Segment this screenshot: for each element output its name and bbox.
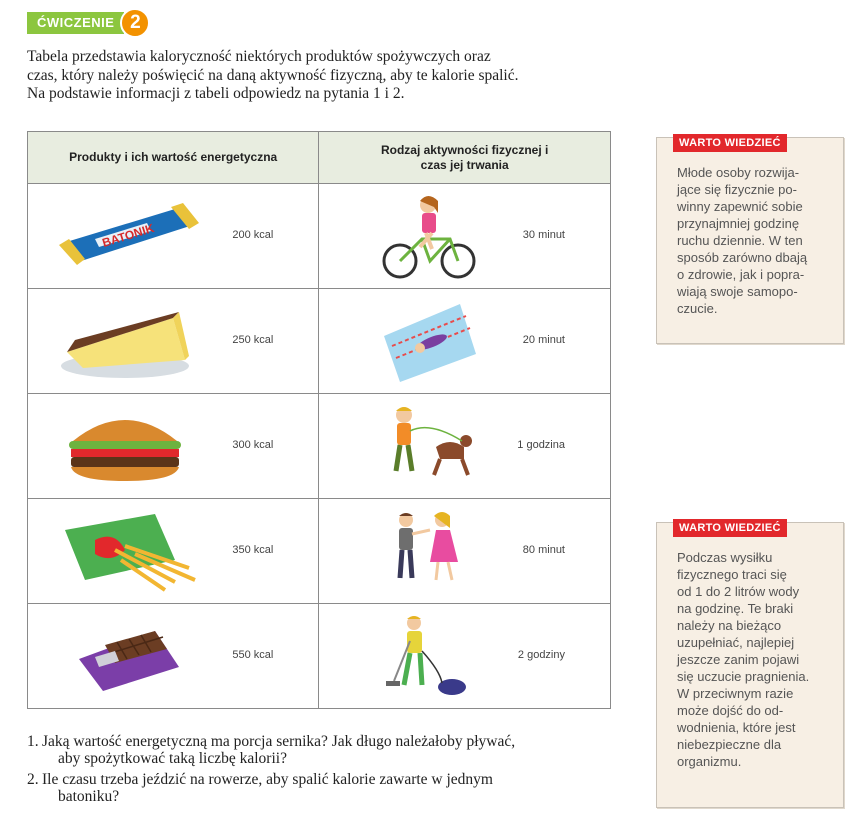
- cheesecake-image: [55, 300, 205, 382]
- info-line: przynajmniej godzinę: [677, 216, 800, 231]
- food-cell: [28, 289, 319, 394]
- question-item: [27, 771, 627, 805]
- info-line: może dojść do od-: [677, 703, 784, 718]
- table-row: [28, 184, 611, 289]
- question-text: [42, 733, 627, 767]
- exercise-number-badge: 2: [120, 8, 150, 38]
- kcal-value: 200 kcal: [232, 229, 274, 241]
- bar-wrapper-text: BATONIK: [100, 220, 156, 251]
- question-item: [27, 733, 627, 767]
- header-activity-text: Rodzaj aktywności fizycznej i czas jej trwania: [380, 142, 549, 172]
- question-number: 1.: [27, 733, 39, 750]
- question-number: 2.: [27, 771, 39, 788]
- info-line: wodnienia, które jest: [677, 720, 796, 735]
- table-row: [28, 604, 611, 709]
- info-line: organizmu.: [677, 754, 742, 769]
- table-row: [28, 394, 611, 499]
- cycling-girl-image: [380, 191, 480, 281]
- swimming-pool-image: [380, 296, 480, 386]
- info-line: W przeciwnym razie: [677, 686, 794, 701]
- activity-cell: [319, 289, 611, 394]
- time-value: 1 godzina: [517, 439, 565, 451]
- info-line: Podczas wysiłku: [677, 550, 773, 565]
- dancing-children-image: [380, 506, 480, 596]
- info-line: uzupełniać, najlepiej: [677, 635, 795, 650]
- info-box-tag: WARTO WIEDZIEĆ: [673, 519, 787, 537]
- info-line: fizycznego traci się: [677, 567, 787, 582]
- kcal-value: 300 kcal: [232, 439, 274, 451]
- time-value: 80 minut: [522, 544, 565, 556]
- chocolate-bar-image: [55, 195, 205, 277]
- intro-line: czas, który należy poświęcić na daną aktywność fizyczną, aby te kalorie spalić.: [27, 66, 519, 84]
- header-activity: [319, 132, 611, 184]
- question-line: Ile czasu trzeba jeździć na rowerze, aby spalić kalorie zawarte w jednym: [42, 771, 493, 788]
- info-line: sposób zarówno dbają: [677, 250, 808, 265]
- time-value: 30 minut: [522, 229, 565, 241]
- info-line: ruchu dziennie. W ten: [677, 233, 803, 248]
- activity-cell: [319, 604, 611, 709]
- chocolate-image: [55, 615, 205, 697]
- info-line: Młode osoby rozwija-: [677, 165, 800, 180]
- info-box-exercise: [656, 137, 844, 344]
- food-cell: [28, 604, 319, 709]
- table-row: [28, 289, 611, 394]
- french-fries-image: [55, 510, 205, 592]
- kcal-value: 250 kcal: [232, 334, 274, 346]
- question-text: [42, 771, 627, 805]
- info-line: o zdrowie, jak i popra-: [677, 267, 805, 282]
- info-box-text: [677, 549, 809, 770]
- header-products: Produkty i ich wartość energetyczna: [28, 132, 319, 184]
- info-line: winny zapewnić sobie: [677, 199, 803, 214]
- exercise-header: [27, 12, 150, 34]
- food-cell: [28, 394, 319, 499]
- info-line: od 1 do 2 litrów wody: [677, 584, 800, 599]
- question-line: Jaką wartość energetyczną ma porcja sernika? Jak długo należałoby pływać,: [42, 733, 516, 750]
- activity-cell: [319, 184, 611, 289]
- kcal-value: 550 kcal: [232, 649, 274, 661]
- intro-line: Tabela przedstawia kaloryczność niektórych produktów spożywczych oraz: [27, 48, 491, 65]
- food-cell: [28, 499, 319, 604]
- time-value: 2 godziny: [517, 649, 565, 661]
- table-row: [28, 499, 611, 604]
- info-box-tag: WARTO WIEDZIEĆ: [673, 134, 787, 152]
- info-box-text: [677, 164, 807, 317]
- info-line: wiają swoje samopo-: [677, 284, 798, 299]
- kcal-value: 350 kcal: [232, 544, 274, 556]
- activity-cell: [319, 394, 611, 499]
- question-line: aby spożytkować taką liczbę kalorii?: [58, 750, 287, 767]
- info-line: jeszcze zanim pojawi: [677, 652, 800, 667]
- table-header-row: [28, 132, 611, 184]
- questions-list: [27, 733, 627, 809]
- hamburger-image: [55, 405, 205, 487]
- intro-text: [27, 48, 607, 104]
- intro-line: Na podstawie informacji z tabeli odpowiedz na pytania 1 i 2.: [27, 85, 405, 102]
- food-cell: [28, 184, 319, 289]
- info-line: niebezpieczne dla: [677, 737, 782, 752]
- info-box-hydration: [656, 522, 844, 808]
- exercise-label: ĆWICZENIE: [27, 12, 124, 34]
- info-line: czucie.: [677, 301, 718, 316]
- info-line: na godzinę. Te braki: [677, 601, 794, 616]
- question-line: batoniku?: [58, 788, 120, 805]
- info-line: należy na bieżąco: [677, 618, 782, 633]
- calorie-table: [27, 131, 611, 709]
- activity-cell: [319, 499, 611, 604]
- time-value: 20 minut: [522, 334, 565, 346]
- vacuuming-boy-image: [380, 611, 480, 701]
- info-line: się uczucie pragnienia.: [677, 669, 810, 684]
- boy-walking-dog-image: [380, 401, 480, 491]
- info-line: jące się fizycznie po-: [677, 182, 797, 197]
